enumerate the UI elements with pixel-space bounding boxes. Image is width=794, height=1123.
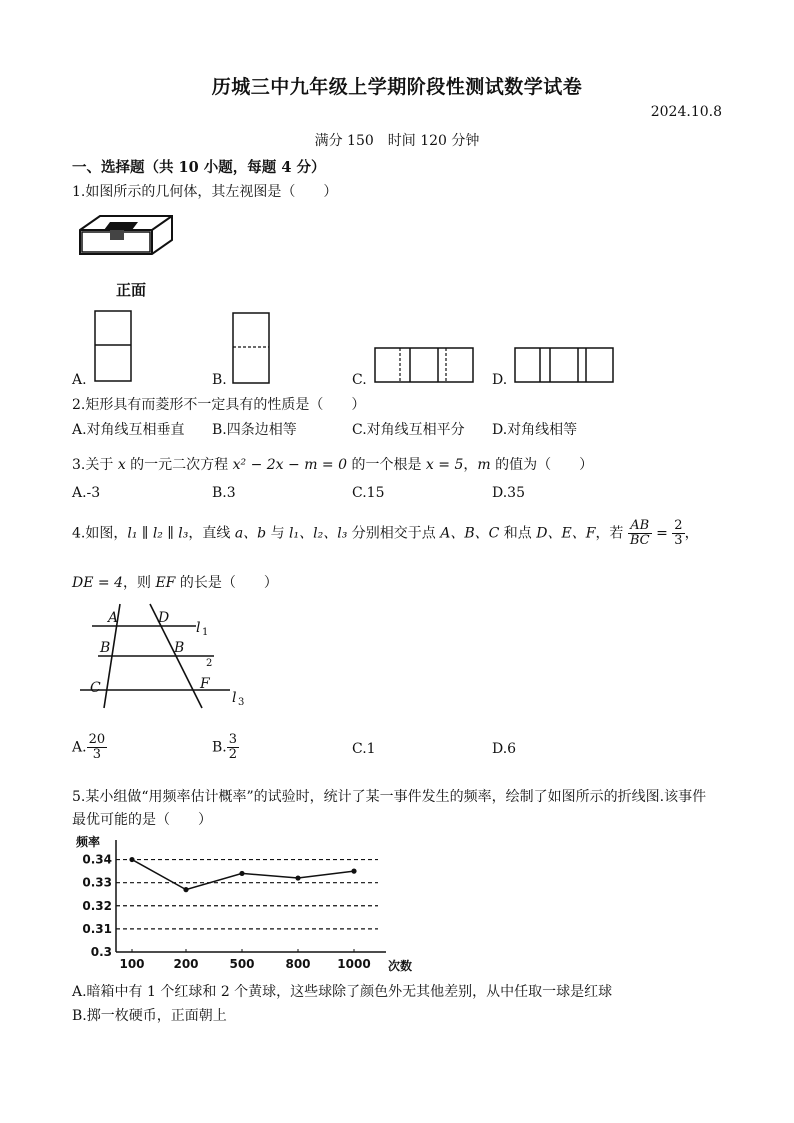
q4-option-b[interactable]: B. $\frac{3}{2}$ [212, 732, 238, 762]
chart-xtick-0: 100 [119, 957, 145, 971]
q5-stem-line2: 最优可能的是（ ） [72, 812, 212, 828]
q4-label-l2: 2 [206, 658, 213, 669]
q2-stem: 2.矩形具有而菱形不一定具有的性质是（ ） [72, 397, 366, 413]
chart-ytick-0: 0.34 [82, 852, 112, 867]
q4-parallel-lines-figure [76, 604, 256, 714]
chart-ylabel: 频率 [76, 835, 101, 849]
chart-xtick-2: 500 [229, 957, 255, 971]
q5-option-a[interactable]: A.暗箱中有 1 个红球和 2 个黄球，这些球除了颜色外无其他差别，从中任取一球是红球 [72, 984, 613, 1000]
q5-frequency-line-chart [72, 834, 422, 974]
q4-option-d[interactable]: D.6 [492, 741, 517, 757]
chart-point-2 [239, 871, 244, 876]
q2-option-a[interactable]: A.对角线互相垂直 [72, 422, 185, 438]
q3-option-b[interactable]: B.3 [212, 485, 236, 501]
q4-label-f: F [200, 676, 210, 692]
chart-xtick-4: 1000 [337, 957, 371, 971]
q4-stem: 4.如图，l₁ ∥ l₂ ∥ l₃，直线 a、b 与 l₁、l₂、l₃ 分别相交于点 A、B、C 和点 D、E、F，若 $\frac{AB}{BC}$ = $\frac{2}{3}$ ， [72, 518, 699, 548]
chart-point-3 [295, 875, 300, 880]
q4-label-a: A [108, 610, 119, 626]
q4-label-l3: l [232, 690, 237, 706]
q3-option-c[interactable]: C.15 [352, 485, 385, 501]
q5-stem-line1: 5.某小组做“用频率估计概率”的试验时，统计了某一事件发生的频率，绘制了如图所示的折线图.该事件 [72, 789, 707, 805]
chart-ytick-1: 0.33 [82, 875, 112, 890]
q2-option-b[interactable]: B.四条边相等 [212, 422, 297, 438]
q4-option-c[interactable]: C.1 [352, 741, 376, 757]
chart-point-4 [351, 869, 356, 874]
chart-ytick-4: 0.3 [90, 945, 112, 959]
q4-label-e: B [174, 640, 185, 656]
q3-equation: x² − 2x − m = 0 [232, 457, 348, 473]
score-time: 满分 150 时间 120 分钟 [314, 133, 480, 149]
q4-label-l1: l [196, 620, 201, 636]
q1-option-a[interactable]: A. [72, 372, 87, 388]
q3-stem: 3.关于 x 的一元二次方程 x² − 2x − m = 0 的一个根是 x = 5，m 的值为（ ） [72, 457, 594, 473]
q3-option-d[interactable]: D.35 [492, 485, 525, 501]
q1-option-c[interactable]: C. [352, 372, 367, 388]
q4-ratio: $\frac{AB}{BC}$ [629, 518, 650, 548]
q4-option-a[interactable]: A. $\frac{20}{3}$ [72, 732, 106, 762]
exam-title: 历城三中九年级上学期阶段性测试数学试卷 [211, 76, 583, 98]
q3-option-a[interactable]: A.-3 [72, 485, 101, 501]
chart-point-0 [129, 857, 134, 862]
section-heading: 一、选择题（共 10 小题，每题 4 分） [72, 159, 326, 176]
q5-option-b[interactable]: B.掷一枚硬币，正面朝上 [72, 1008, 227, 1024]
chart-xtick-1: 200 [173, 957, 199, 971]
q2-option-d[interactable]: D.对角线相等 [492, 422, 578, 438]
q1-solid-figure [74, 214, 184, 284]
q4-stem-line2: DE = 4，则 EF 的长是（ ） [72, 575, 278, 591]
q4-label-c: C [90, 680, 101, 696]
chart-point-1 [183, 887, 188, 892]
q1-figure-caption: 正面 [116, 281, 147, 299]
q1-option-c-figure [374, 347, 474, 383]
q4-label-d: D [158, 610, 170, 626]
q4-label-l1-sub: 1 [202, 627, 209, 638]
q1-option-d-figure [514, 347, 614, 383]
q4-label-b: B [100, 640, 111, 656]
chart-xlabel: 次数 [388, 959, 413, 973]
q1-option-d[interactable]: D. [492, 372, 508, 388]
chart-ytick-2: 0.32 [82, 898, 112, 913]
q1-option-a-figure [94, 310, 132, 382]
chart-ytick-3: 0.31 [82, 921, 112, 936]
q2-option-c[interactable]: C.对角线互相平分 [352, 422, 465, 438]
q1-option-b[interactable]: B. [212, 372, 227, 388]
q1-option-b-figure [232, 312, 270, 384]
exam-date: 2024.10.8 [650, 104, 722, 120]
q1-stem: 1.如图所示的几何体，其左视图是（ ） [72, 184, 338, 200]
chart-xtick-3: 800 [285, 957, 311, 971]
q4-label-l3-sub: 3 [238, 697, 245, 708]
